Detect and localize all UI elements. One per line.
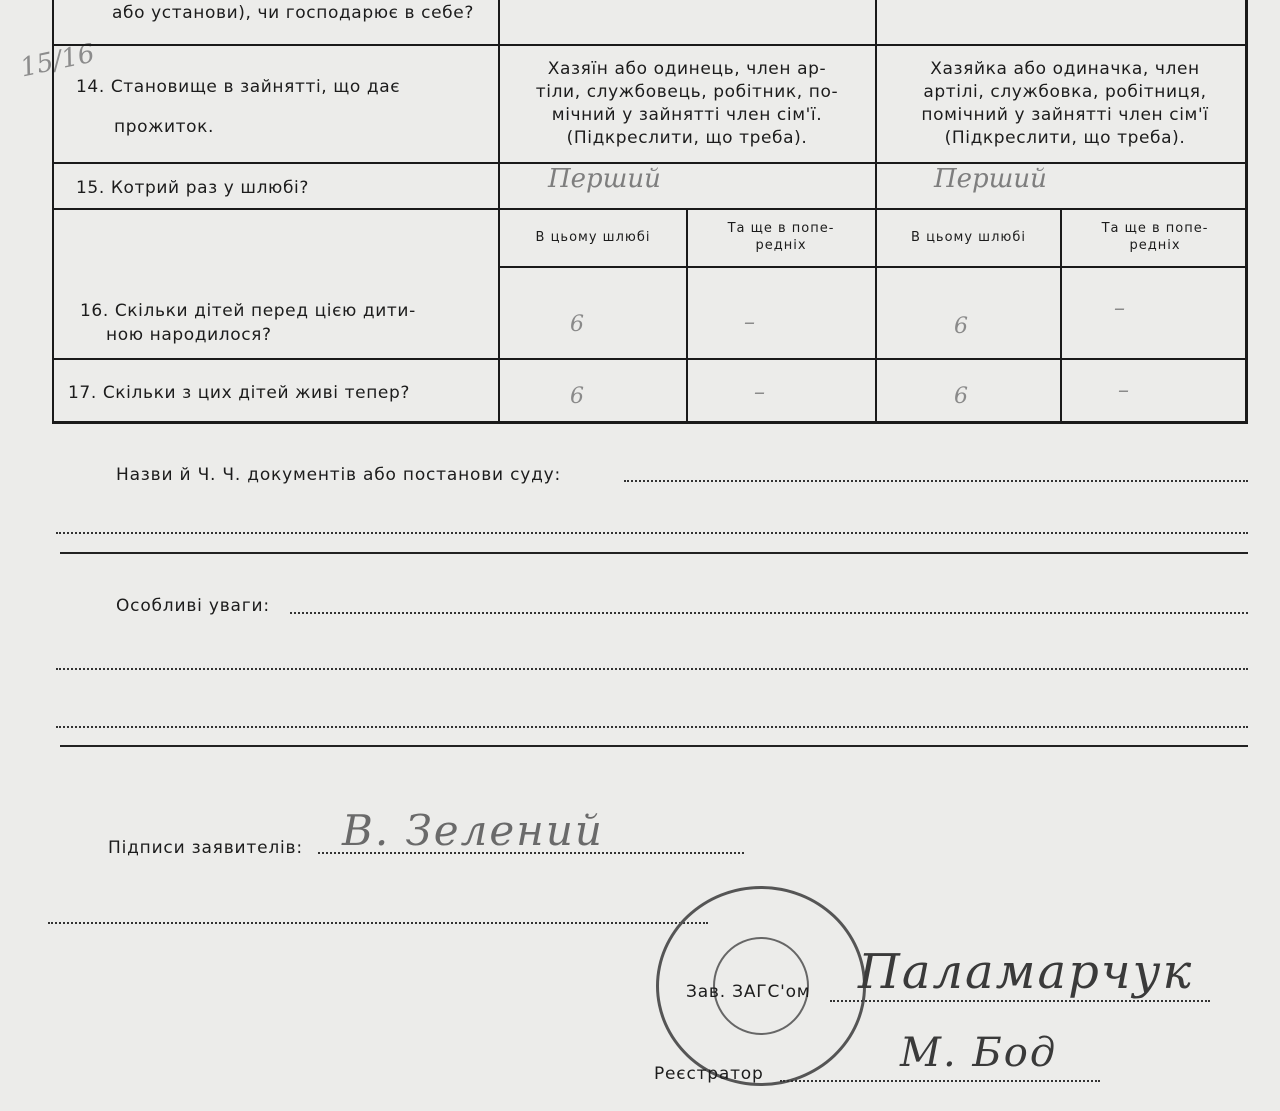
remarks-line-2 — [56, 668, 1248, 670]
documents-label: Назви й Ч. Ч. документів або постанови суду: — [116, 465, 562, 485]
row14-male-options: Хазяїн або одинець, член ар- тіли, службовець, робітник, по- мічний у зайнятті член сім'ї. (Підкреслити, що треба). — [535, 59, 839, 148]
subheader-male-previous: Та ще в попе- редніх — [727, 221, 835, 253]
subheader-female-previous: Та ще в попе- редніх — [1101, 221, 1209, 253]
row16-female-this: 6 — [954, 314, 968, 339]
head-line — [830, 1000, 1210, 1002]
documents-line-1 — [624, 480, 1248, 482]
row15-female-answer: Перший — [934, 164, 1047, 194]
documents-rule — [60, 552, 1248, 554]
registrar-signature: М. Бод — [900, 1030, 1058, 1076]
form-table — [52, 0, 1248, 424]
subheader-female-this: В цьому шлюбі — [911, 230, 1026, 245]
row17-female-this: 6 — [954, 384, 968, 409]
head-label: Зав. ЗАГС'ом — [686, 982, 811, 1002]
row16-male-this: 6 — [570, 312, 584, 337]
documents-line-2 — [56, 532, 1248, 534]
signatures-label: Підписи заявителів: — [108, 838, 303, 858]
remarks-line-1 — [290, 612, 1248, 614]
registrar-label: Реєстратор — [654, 1064, 764, 1084]
signatures-line-2 — [48, 922, 708, 924]
row14-question-line2: прожиток. — [114, 117, 215, 137]
row13-question-tail: або установи), чи господарює в себе? — [112, 3, 474, 23]
row14-question-line1: 14. Становище в зайнятті, що дає — [76, 77, 401, 97]
remarks-line-3 — [56, 726, 1248, 728]
remarks-rule — [60, 745, 1248, 747]
row17-male-prev: – — [754, 380, 765, 405]
row17-male-this: 6 — [570, 384, 584, 409]
margin-note: 15/16 — [17, 38, 98, 84]
remarks-label: Особливі уваги: — [116, 596, 270, 616]
registrar-line — [780, 1080, 1100, 1082]
row14-female-options: Хазяйка або одиначка, член артілі, службовка, робітниця, помічний у зайнятті член сім'ї (Підкреслити, що треба). — [921, 59, 1209, 148]
row16-male-prev: – — [744, 310, 755, 335]
applicant-signature: В. Зелений — [342, 806, 604, 855]
row16-question-line1: 16. Скільки дітей перед цією дити- — [80, 301, 416, 321]
row17-question: 17. Скільки з цих дітей живі тепер? — [68, 383, 410, 403]
row17-female-prev: – — [1118, 378, 1129, 403]
head-signature: Паламарчук — [858, 944, 1194, 1000]
row16-female-prev: – — [1114, 296, 1125, 321]
row16-question-line2: ною народилося? — [106, 325, 272, 345]
row15-male-answer: Перший — [548, 164, 661, 194]
subheader-male-this: В цьому шлюбі — [535, 230, 651, 245]
row15-question: 15. Котрий раз у шлюбі? — [76, 178, 309, 198]
